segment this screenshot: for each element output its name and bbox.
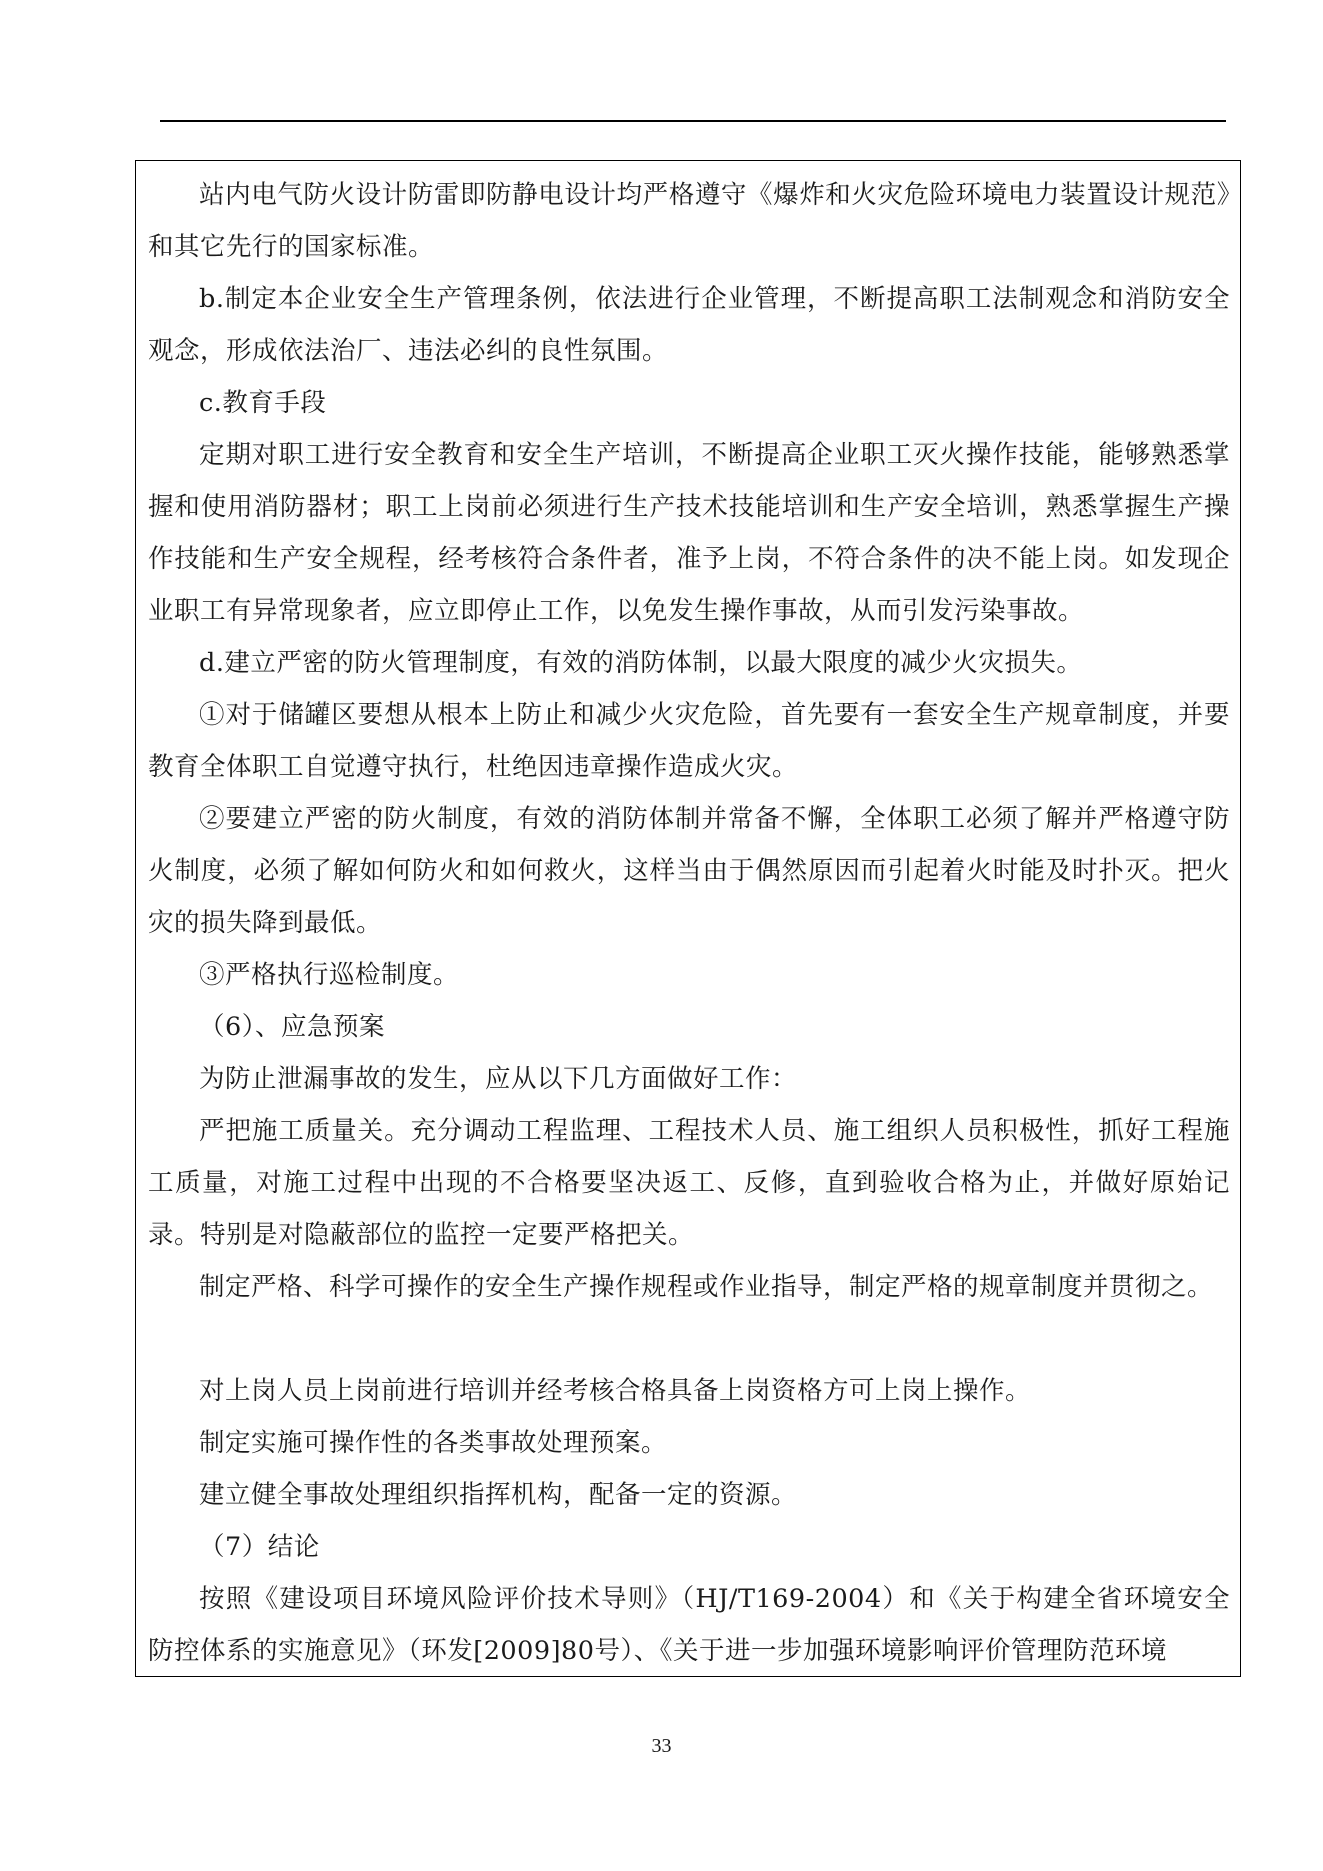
paragraph-item-1: ①对于储罐区要想从根本上防止和减少火灾危险，首先要有一套安全生产规章制度，并要教育全体职工自觉遵守执行，杜绝因违章操作造成火灾。 <box>148 700 1230 782</box>
paragraph-command-structure: 建立健全事故处理组织指挥机构，配备一定的资源。 <box>199 1480 798 1510</box>
paragraph-fire-management: d.建立严密的防火管理制度，有效的消防体制，以最大限度的减少火灾损失。 <box>199 648 1083 678</box>
paragraph-leak-prevention: 为防止泄漏事故的发生，应从以下几方面做好工作： <box>199 1064 798 1094</box>
paragraph-item-3: ③严格执行巡检制度。 <box>199 960 460 990</box>
paragraph-operating-procedures: 制定严格、科学可操作的安全生产操作规程或作业指导，制定严格的规章制度并贯彻之。 <box>199 1272 1214 1302</box>
page-number: 33 <box>651 1735 672 1757</box>
header-rule <box>160 120 1226 122</box>
paragraph-training: 定期对职工进行安全教育和安全生产培训，不断提高企业职工灭火操作技能，能够熟悉掌握和使用消防器材；职工上岗前必须进行生产技术技能培训和生产安全培训，熟悉掌握生产操作技能和生产安全规程，经考核符合条件者，准予上岗，不符合条件的决不能上岗。如发现企业职工有异常现象者，应立即停止工作，以免发生操作事故，从而引发污染事故。 <box>148 440 1230 626</box>
content-box <box>135 160 1241 1677</box>
paragraph-item-2: ②要建立严密的防火制度，有效的消防体制并常备不懈，全体职工必须了解并严格遵守防火制度，必须了解如何防火和如何救火，这样当由于偶然原因而引起着火时能及时扑灭。把火灾的损失降到最低。 <box>148 804 1230 938</box>
paragraph-staff-training: 对上岗人员上岗前进行培训并经考核合格具备上岗资格方可上岗上操作。 <box>199 1376 1032 1406</box>
section-heading-emergency-plan: （6）、应急预案 <box>199 1012 385 1042</box>
paragraph-safety-regulations: b.制定本企业安全生产管理条例，依法进行企业管理，不断提高职工法制观念和消防安全观念，形成依法治厂、违法必纠的良性氛围。 <box>148 284 1230 366</box>
paragraph-accident-plans: 制定实施可操作性的各类事故处理预案。 <box>199 1428 668 1458</box>
paragraph-construction-quality: 严把施工质量关。充分调动工程监理、工程技术人员、施工组织人员积极性，抓好工程施工质量，对施工过程中出现的不合格要坚决返工、反修，直到验收合格为止，并做好原始记录。特别是对隐蔽部位的监控一定要严格把关。 <box>148 1116 1230 1250</box>
paragraph-fire-protection-design: 站内电气防火设计防雷即防静电设计均严格遵守《爆炸和火灾危险环境电力装置设计规范》和其它先行的国家标准。 <box>148 180 1230 262</box>
section-heading-conclusion: （7）结论 <box>199 1532 320 1562</box>
paragraph-conclusion-body: 按照《建设项目环境风险评价技术导则》（HJ/T169-2004）和《关于构建全省环境安全防控体系的实施意见》（环发[2009]80号）、《关于进一步加强环境影响评价管理防范环境 <box>148 1584 1230 1666</box>
paragraph-education-heading: c.教育手段 <box>199 388 327 418</box>
